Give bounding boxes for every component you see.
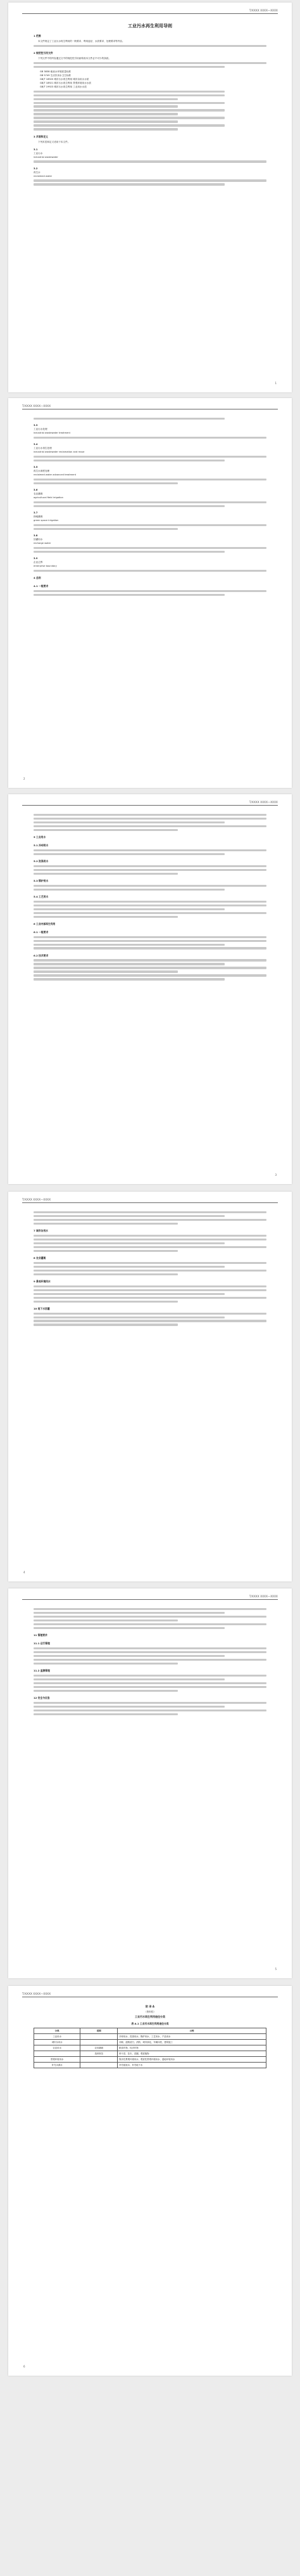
text-line [34, 963, 225, 965]
text-line [34, 594, 225, 596]
column-header: 示例 [118, 2028, 266, 2034]
table-row [34, 2051, 266, 2057]
annex-label: 附 录 A [146, 2005, 154, 2008]
text-line [34, 1663, 178, 1665]
term-english: recharge water [34, 541, 51, 544]
table-cell: 农田灌溉 [80, 2045, 118, 2051]
text-line [34, 869, 266, 871]
term-number: 3.6 [34, 488, 38, 491]
text-line [34, 1320, 266, 1322]
subsection-heading: 11.2 监测管理 [34, 1668, 50, 1672]
table-cell: 粮食作物、经济作物 [118, 2045, 266, 2051]
table-cell: 补充地表水、补充地下水 [118, 2063, 266, 2068]
text-line [34, 1317, 225, 1318]
term-number: 3.9 [34, 557, 38, 560]
text-line [34, 1682, 266, 1684]
text-line [34, 456, 266, 458]
term-english: reclaimed water advanced treatment [34, 473, 77, 476]
term-chinese: 回灌用水 [34, 538, 43, 541]
term-number: 3.7 [34, 511, 38, 514]
section-heading: 10 地下水回灌 [34, 1306, 50, 1310]
text-line [34, 482, 178, 484]
text-line [34, 1620, 178, 1621]
text-line [34, 590, 266, 592]
term-chinese: 工业污水再生处理 [34, 446, 52, 449]
column-header: 分类 [34, 2028, 80, 2034]
text-line [34, 1710, 266, 1711]
header-rule [22, 13, 278, 14]
text-line [34, 98, 178, 100]
term-chinese: 工业污水 [34, 151, 43, 155]
text-line [34, 959, 266, 961]
text-line [34, 120, 178, 122]
text-line [34, 853, 225, 855]
page-content [34, 1606, 266, 1716]
document-page-2 [8, 398, 292, 788]
text-line [34, 1219, 266, 1221]
section-heading: 9 景观环境用水 [34, 1279, 51, 1283]
table-cell: 冲厕、道路清扫、消防、城市绿化、车辆冲洗、建筑施工 [118, 2040, 266, 2045]
term-chinese: 企业边界 [34, 560, 43, 564]
text-line [34, 102, 225, 104]
text-line [34, 936, 266, 938]
header-rule [22, 805, 278, 806]
section-heading: 4 总则 [34, 576, 41, 579]
text-line [34, 814, 266, 816]
reference-item: GB 5749 生活饮用水卫生标准 [40, 74, 72, 77]
text-line [34, 978, 225, 980]
text-line [34, 570, 266, 572]
term-english: industrial wastewater treatment [34, 431, 70, 434]
text-line [34, 45, 266, 47]
text-line [34, 1690, 178, 1692]
term-number: 3.1 [34, 148, 38, 151]
table-cell: 补充水源水 [34, 2063, 80, 2068]
page-header-standard-number: T/XXXX XXXX—XXXX [249, 9, 278, 12]
subsection-heading: 5.3 锅炉用水 [34, 879, 49, 882]
text-line [34, 1713, 178, 1715]
term-english: reclaimed water [34, 174, 53, 177]
text-line [34, 528, 178, 530]
table-header-row [34, 2028, 266, 2034]
text-line [34, 547, 266, 549]
text-line [34, 94, 225, 96]
annex-title: 工业污水再生利用途径分类 [135, 2015, 165, 2018]
section-heading: 8 农业灌溉 [34, 1256, 46, 1259]
text-line [34, 501, 266, 503]
table-row [34, 2057, 266, 2063]
document-page-6 [8, 1986, 292, 2376]
table-cell: 造林育苗 [80, 2051, 118, 2057]
table-cell [80, 2063, 118, 2068]
term-number: 3.4 [34, 442, 38, 446]
text-line [34, 1706, 225, 1708]
text-line [34, 460, 225, 461]
text-line [34, 1655, 225, 1657]
table-cell: 农业用水 [34, 2045, 80, 2051]
text-line [34, 1651, 266, 1653]
paragraph: 本文件规定了工业污水再生利用的一般要求、利用途径、水质要求、处理要求等内容。 [38, 40, 125, 42]
text-line [34, 1215, 225, 1217]
term-english: agricultural field irrigation [34, 496, 63, 499]
text-line [34, 825, 266, 827]
table-cell [80, 2057, 118, 2063]
reference-item: GB/T 18921 城市污水再生利用 景观环境用水水质 [40, 81, 92, 84]
text-line [34, 1297, 266, 1299]
table-row [34, 2034, 266, 2040]
text-line [34, 113, 178, 115]
text-line [34, 1289, 266, 1291]
text-line [34, 908, 225, 910]
text-line [34, 1211, 266, 1213]
text-line [34, 940, 266, 942]
text-line [34, 901, 266, 903]
subsection-heading: 11.1 运行管理 [34, 1641, 50, 1645]
text-line [34, 1235, 266, 1237]
text-line [34, 1627, 225, 1629]
text-line [34, 849, 266, 851]
table-cell: 冷却用水、洗涤用水、锅炉用水、工艺用水、产品用水 [118, 2034, 266, 2040]
text-line [34, 479, 266, 480]
text-line [34, 1301, 178, 1303]
term-english: green space irrigation [34, 518, 59, 522]
table-cell [34, 2051, 80, 2057]
section-heading: 2 规范性引用文件 [34, 51, 53, 55]
text-line [34, 974, 266, 976]
subsection-heading: 5.1 冷却用水 [34, 843, 49, 847]
page-number: 3 [275, 1173, 277, 1176]
text-line [34, 1623, 266, 1625]
table-cell: 娱乐性景观环境用水、观赏性景观环境用水、湿地环境用水 [118, 2057, 266, 2063]
reference-item: GB/T 18920 城市污水再生利用 城市杂用水水质 [40, 77, 89, 80]
page-number: 5 [275, 1967, 277, 1971]
term-chinese: 农业灌溉 [34, 492, 43, 495]
text-line [34, 873, 178, 875]
term-english: industrial wastewater reclamation and reuse [34, 450, 85, 453]
text-line [34, 179, 266, 181]
section-heading: 12 安全与应急 [34, 1696, 50, 1699]
subsection-heading: 6.1 一般要求 [34, 930, 49, 934]
term-number: 3.8 [34, 534, 38, 537]
section-heading: 7 城市杂用水 [34, 1228, 48, 1232]
text-line [34, 1285, 266, 1287]
table-cell: 工业用水 [34, 2034, 80, 2040]
text-line [34, 818, 266, 820]
page-number: 4 [23, 1571, 25, 1574]
text-line [34, 62, 266, 64]
section-heading: 1 范围 [34, 34, 41, 37]
term-chinese: 绿地灌溉 [34, 515, 43, 518]
page-header-standard-number: T/XXXX XXXX—XXXX [22, 1198, 51, 1201]
subsection-heading: 5.4 工艺用水 [34, 894, 49, 898]
text-line [34, 1323, 178, 1325]
text-line [34, 1293, 225, 1295]
page-content [34, 1209, 266, 1327]
text-line [34, 1266, 225, 1268]
text-line [34, 1647, 266, 1649]
text-line [34, 1262, 266, 1264]
page-content [34, 812, 266, 982]
classification-table [34, 2028, 266, 2068]
text-line [34, 916, 178, 918]
text-line [34, 1678, 225, 1680]
subsection-heading: 4.1 一般要求 [34, 584, 49, 588]
text-line [34, 117, 225, 119]
text-line [34, 967, 266, 969]
page-header-standard-number: T/XXXX XXXX—XXXX [249, 801, 278, 804]
page-number: 1 [275, 382, 277, 385]
table-row [34, 2040, 266, 2045]
page-content [34, 2004, 266, 2068]
table-cell: 城市杂用水 [34, 2040, 80, 2045]
document-page-4 [8, 1192, 292, 1581]
section-heading: 5 工业用水 [34, 835, 46, 839]
text-line [34, 829, 178, 831]
section-heading: 11 管理要求 [34, 1633, 47, 1637]
table-cell: 景观环境用水 [34, 2057, 80, 2063]
document-page-5 [8, 1588, 292, 1978]
subsection-heading: 6.2 技术要求 [34, 953, 49, 957]
document-page-3 [8, 794, 292, 1184]
text-line [34, 1250, 178, 1252]
text-line [34, 865, 266, 867]
text-line [34, 1686, 266, 1688]
text-line [34, 183, 225, 185]
subsection-heading: 5.2 洗涤用水 [34, 859, 49, 863]
text-line [34, 437, 266, 439]
term-english: industrial wastewater [34, 155, 58, 158]
section-heading: 6 工业内部再生利用 [34, 922, 56, 925]
page-number: 6 [23, 2365, 25, 2368]
text-line [34, 124, 225, 126]
text-line [34, 551, 225, 553]
text-line [34, 1313, 266, 1315]
text-line [34, 109, 225, 111]
term-chinese: 再生水 [34, 171, 41, 174]
paragraph: 下列文件中的内容通过文中的规范性引用而构成本文件必不可少的条款。 [38, 56, 111, 60]
text-line [34, 821, 225, 823]
reference-item: GB/T 19923 城市污水再生利用 工业用水水质 [40, 85, 87, 88]
text-line [34, 1273, 178, 1275]
text-line [34, 105, 178, 107]
text-line [34, 912, 266, 914]
table-cell [80, 2040, 118, 2045]
text-line [34, 1616, 266, 1618]
document-page-1 [8, 3, 292, 392]
text-line [34, 1608, 266, 1610]
page-content [34, 416, 266, 598]
text-line [34, 1242, 225, 1244]
annex-type: （资料性） [144, 2011, 156, 2013]
column-header: 范围 [80, 2028, 118, 2034]
text-line [34, 885, 266, 887]
table-cell: 种子苗、苗木、苗圃、观赏植物 [118, 2051, 266, 2057]
text-line [34, 66, 225, 68]
text-line [34, 905, 266, 906]
text-line [34, 418, 225, 420]
page-number: 2 [23, 777, 25, 780]
text-line [34, 128, 178, 130]
text-line [34, 1239, 266, 1240]
text-line [34, 524, 266, 526]
page-content [34, 20, 266, 187]
term-chinese: 工业污水处理 [34, 427, 47, 430]
term-number: 3.2 [34, 167, 38, 170]
text-line [34, 505, 225, 507]
paragraph: 下列术语和定义适用于本文件。 [38, 140, 70, 143]
text-line [34, 1270, 266, 1272]
text-line [34, 1675, 266, 1677]
text-line [34, 160, 266, 162]
page-header-standard-number: T/XXXX XXXX—XXXX [249, 1595, 278, 1598]
reference-item: GB 3838 地表水环境质量标准 [40, 70, 72, 73]
text-line [34, 1223, 178, 1225]
page-header-standard-number: T/XXXX XXXX—XXXX [22, 1992, 51, 1995]
table-row [34, 2063, 266, 2068]
table-caption: 表 A.1 工业污水再生利用途径分类 [131, 2022, 169, 2025]
term-number: 3.5 [34, 465, 38, 468]
text-line [34, 889, 225, 891]
header-rule [22, 1202, 278, 1203]
term-number: 3.3 [34, 423, 38, 427]
header-rule [22, 1599, 278, 1600]
section-heading: 3 术语和定义 [34, 134, 48, 138]
table-cell [80, 2034, 118, 2040]
term-chinese: 再生水深度处理 [34, 469, 50, 472]
table-row [34, 2045, 266, 2051]
text-line [34, 970, 178, 972]
text-line [34, 1702, 266, 1704]
text-line [34, 944, 225, 946]
text-line [34, 947, 266, 949]
text-line [34, 1659, 266, 1661]
text-line [34, 1612, 225, 1614]
term-english: enterprise boundary [34, 564, 57, 567]
page-header-standard-number: T/XXXX XXXX—XXXX [22, 404, 51, 408]
text-line [34, 1246, 266, 1248]
document-title: 工业污水再生利用导则 [128, 23, 172, 29]
text-line [34, 91, 225, 93]
